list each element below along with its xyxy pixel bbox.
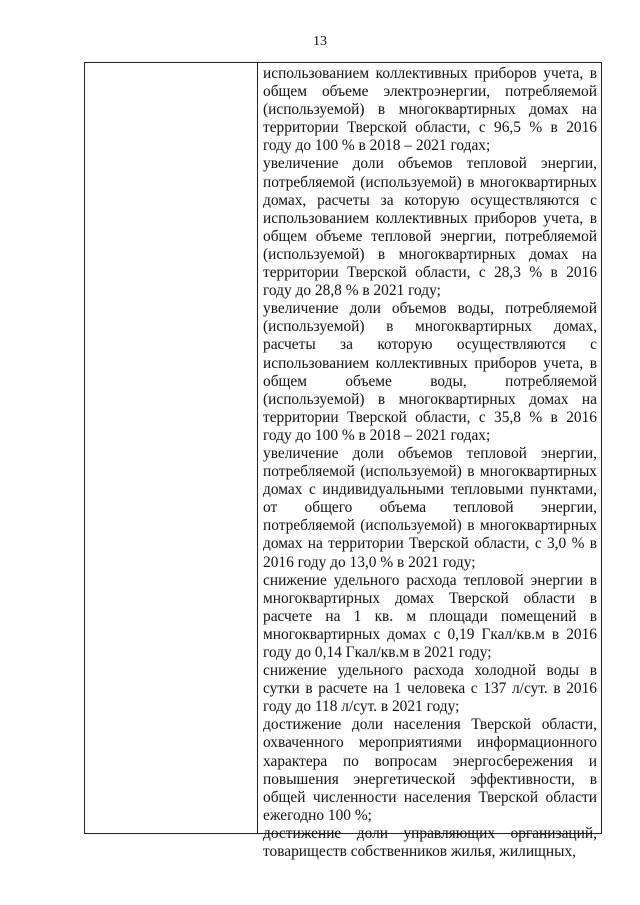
- paragraph: достижение доли населения Тверской области, охваченного мероприятиями информационного характера по вопросам энергосбережения и повышения энергетической эффективности, в общей численности населения Тверской области ежегодно 100 %;: [263, 716, 597, 824]
- paragraph: увеличение доли объемов тепловой энергии, потребляемой (используемой) в многоквартирных домах с индивидуальными тепловыми пунктами, от общего объема тепловой энергии, потребляемой (используемой) в многоквартирных домах на территории Тверской области, с 3,0 % в 2016 году до 13,0 % в 2021 году;: [263, 444, 597, 571]
- paragraph: снижение удельного расхода холодной воды в сутки в расчете на 1 человека с 137 л/сут. в 2016 году до 118 л/сут. в 2021 году;: [263, 662, 597, 716]
- paragraph: снижение удельного расхода тепловой энергии в многоквартирных домах Тверской области в расчете на 1 кв. м площади помещений в многоквартирных домах с 0,19 Гкал/кв.м в 2016 году до 0,14 Гкал/кв.м в 2021 году;: [263, 571, 597, 661]
- right-table-cell: [258, 63, 601, 861]
- page-number: 13: [313, 34, 327, 49]
- left-table-cell: [85, 63, 258, 833]
- content-table: [84, 62, 602, 861]
- paragraph: использованием коллективных приборов учета, в общем объеме электроэнергии, потребляемой (используемой) в многоквартирных домах на территории Тверской области, с 96,5 % в 2016 году до 100 % в 2018 – 2021 годах;: [263, 65, 597, 155]
- paragraph: увеличение доли объемов воды, потребляемой (используемой) в многоквартирных домах, расчеты за которую осуществляются с использованием коллективных приборов учета, в общем объеме воды, потребляемой (используемой) в многоквартирных домах на территории Тверской области, с 35,8 % в 2016 году до 100 % в 2018 – 2021 годах;: [263, 300, 597, 444]
- paragraph: увеличение доли объемов тепловой энергии, потребляемой (используемой) в многоквартирных домах, расчеты за которую осуществляются с использованием коллективных приборов учета, в общем объеме тепловой энергии, потребляемой (используемой) в многоквартирных домах на территории Тверской области, с 28,3 % в 2016 году до 28,8 % в 2021 году;: [263, 155, 597, 300]
- paragraph: достижение доли управляющих организаций, товариществ собственников жилья, жилищных,: [263, 824, 597, 861]
